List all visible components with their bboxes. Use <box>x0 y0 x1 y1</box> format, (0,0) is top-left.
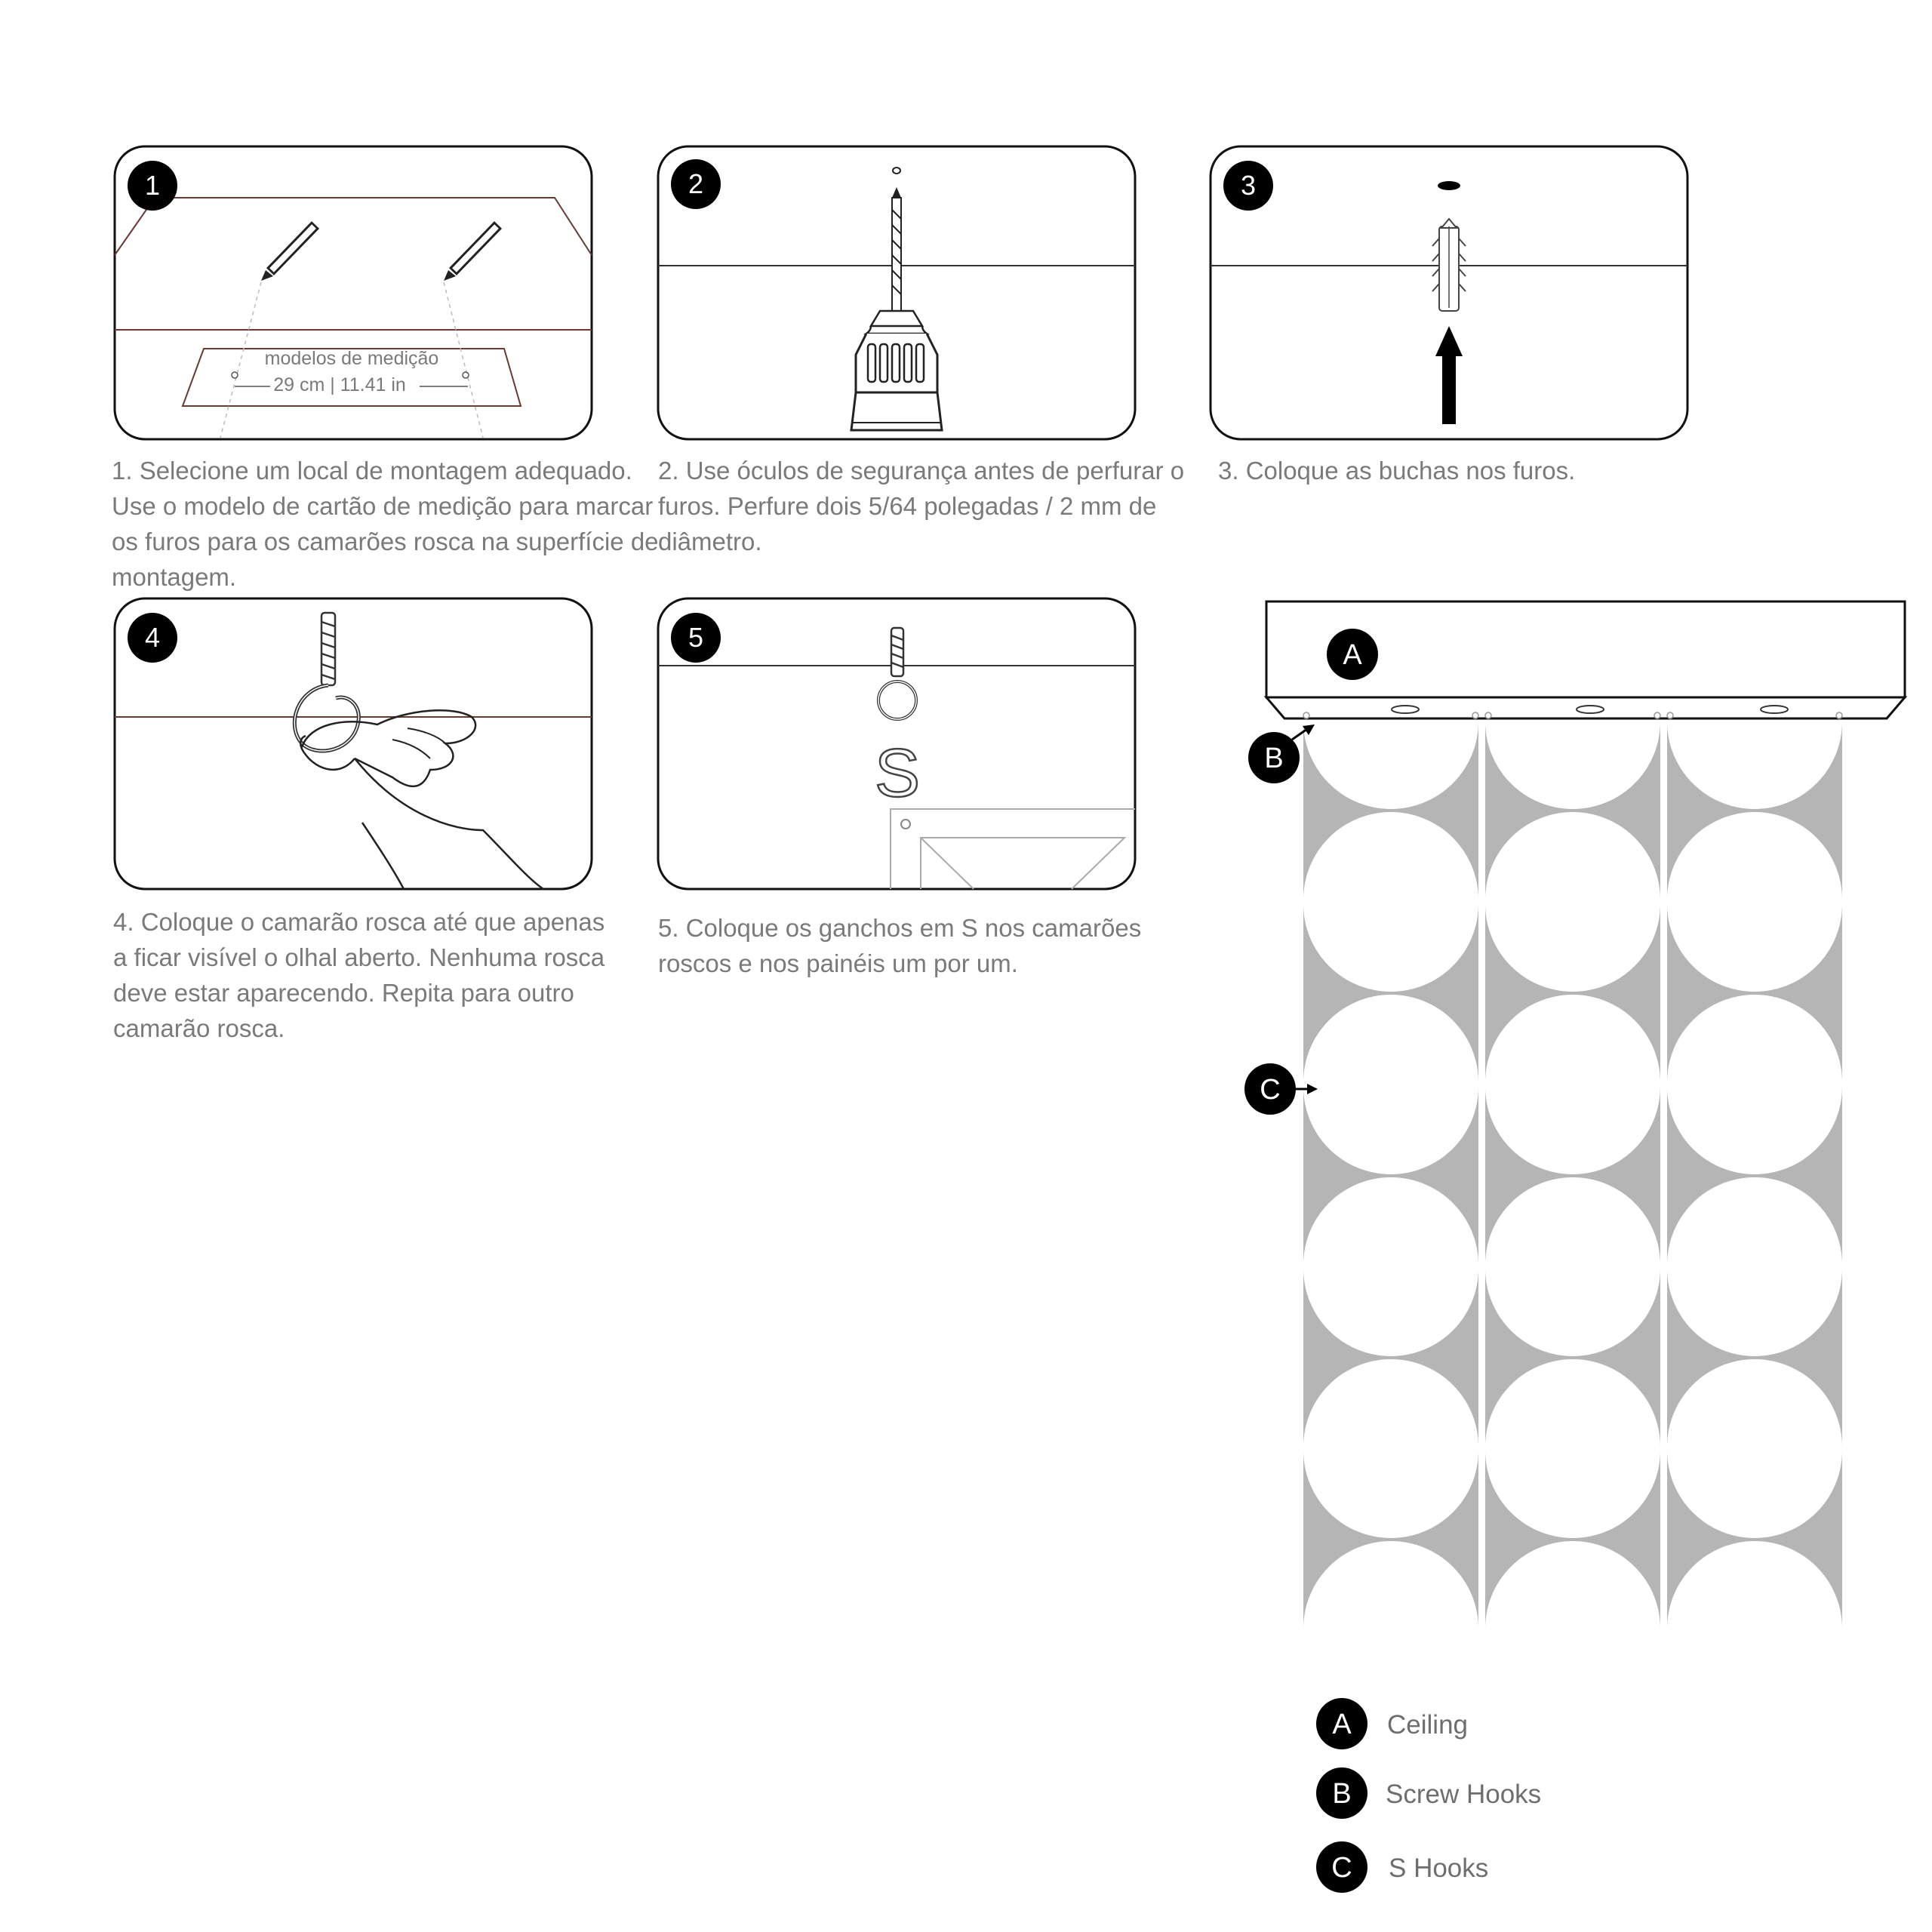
ceiling-badge <box>1327 629 1378 680</box>
caption-line: 1. Selecione um local de montagem adequado. <box>112 457 632 485</box>
caption-line: montagem. <box>112 563 237 591</box>
caption-line: os furos para os camarões rosca na superfície de <box>112 528 659 555</box>
step-1-panel <box>115 146 592 439</box>
caption-line: diâmetro. <box>658 528 762 555</box>
arrow-up-icon <box>1435 326 1463 424</box>
legend <box>1316 1698 1541 1893</box>
legend-item-ceiling <box>1316 1698 1468 1749</box>
step-3-caption <box>1218 453 1575 488</box>
legend-item-screw-hooks <box>1316 1767 1541 1819</box>
template-size: 29 cm | 11.41 in <box>273 374 406 395</box>
step-2-panel <box>658 146 1135 439</box>
pencil-icon <box>444 225 498 281</box>
step-2-caption <box>658 453 1184 559</box>
panel-segment <box>1485 1087 1660 1265</box>
legend-letter: C <box>1331 1852 1352 1884</box>
panel-segment <box>1667 1269 1842 1447</box>
panel-segment <box>1667 1451 1842 1629</box>
panel-column <box>1303 721 1478 1629</box>
screw-hook-icon <box>878 628 916 719</box>
screw-hook-icon <box>1667 712 1673 718</box>
ceiling-badge-letter: A <box>1343 639 1362 671</box>
step-5-badge <box>671 613 721 663</box>
legend-label: Ceiling <box>1387 1710 1468 1740</box>
panel-column <box>1667 721 1842 1629</box>
template-label: modelos de medição <box>264 348 439 369</box>
caption-line: camarão rosca. <box>113 1014 285 1042</box>
panel-segment <box>1667 904 1842 1082</box>
caption-line: furos. Perfure dois 5/64 polegadas / 2 mm de <box>658 492 1157 520</box>
s-hook-icon: S <box>874 736 921 811</box>
step-5-number: 5 <box>688 622 704 653</box>
arrow-icon <box>1307 1084 1318 1094</box>
s-hooks-badge-letter: C <box>1260 1074 1281 1106</box>
screw-hook-icon <box>1485 712 1491 718</box>
panel-segment <box>1303 1451 1478 1629</box>
legend-letter: A <box>1332 1709 1352 1740</box>
caption-line: 4. Coloque o camarão rosca até que apenas <box>113 908 605 936</box>
step-5-caption <box>658 910 1141 981</box>
step-1-caption <box>112 453 659 595</box>
hole-icon <box>893 168 900 174</box>
panel-segment <box>1667 721 1842 900</box>
panel-segment <box>1303 1087 1478 1265</box>
legend-letter: B <box>1332 1778 1352 1810</box>
panel-segment <box>1485 1269 1660 1447</box>
step-4-number: 4 <box>144 622 161 653</box>
step-4-panel <box>115 598 592 889</box>
caption-line: 5. Coloque os ganchos em S nos camarões <box>658 914 1142 942</box>
caption-line: roscos e nos painéis um por um. <box>658 949 1018 977</box>
step-4-caption <box>113 904 605 1046</box>
panel-segment <box>1667 1087 1842 1265</box>
hole-icon <box>1438 181 1460 190</box>
panel-segment <box>1485 1451 1660 1629</box>
caption-line: Use o modelo de cartão de medição para marcar <box>112 492 654 520</box>
caption-line: deve estar aparecendo. Repita para outro <box>113 979 574 1007</box>
panel-segment <box>1303 904 1478 1082</box>
assembly-diagram <box>1244 601 1905 1893</box>
screw-hook-icon <box>1654 712 1660 718</box>
caption-line: 3. Coloque as buchas nos furos. <box>1218 457 1576 485</box>
panel-segment <box>1485 721 1660 900</box>
panel-segment <box>1485 904 1660 1082</box>
panel-grid <box>1303 721 1842 1629</box>
screw-hook-icon <box>1472 712 1478 718</box>
caption-line: a ficar visível o olhal aberto. Nenhuma rosca <box>113 943 605 971</box>
legend-label: Screw Hooks <box>1386 1780 1542 1809</box>
step-5-panel <box>658 598 1135 889</box>
legend-label: S Hooks <box>1389 1854 1489 1883</box>
panel-segment <box>1303 1269 1478 1447</box>
screw-hook-icon <box>1303 712 1309 718</box>
step-2-badge <box>671 159 721 209</box>
pencil-icon <box>261 225 315 281</box>
panel-column <box>1485 721 1660 1629</box>
step-1-number: 1 <box>144 170 161 201</box>
step-4-badge <box>128 613 177 663</box>
screw-hooks-badge-letter: B <box>1264 743 1284 774</box>
legend-item-s-hooks <box>1316 1841 1488 1893</box>
screw-hook-icon <box>1836 712 1842 718</box>
drill-icon <box>851 187 942 430</box>
step-3-panel <box>1211 146 1687 439</box>
step-1-badge <box>128 161 177 211</box>
step-3-badge <box>1223 161 1273 211</box>
step-2-number: 2 <box>688 168 704 199</box>
panel-segment <box>1303 721 1478 900</box>
hand-icon <box>300 710 543 889</box>
s-hooks-badge <box>1244 1063 1318 1115</box>
caption-line: 2. Use óculos de segurança antes de perfurar o <box>658 457 1185 485</box>
step-3-number: 3 <box>1240 170 1257 201</box>
screw-hook-icon <box>294 613 358 751</box>
panel-corner-icon <box>891 809 1135 889</box>
